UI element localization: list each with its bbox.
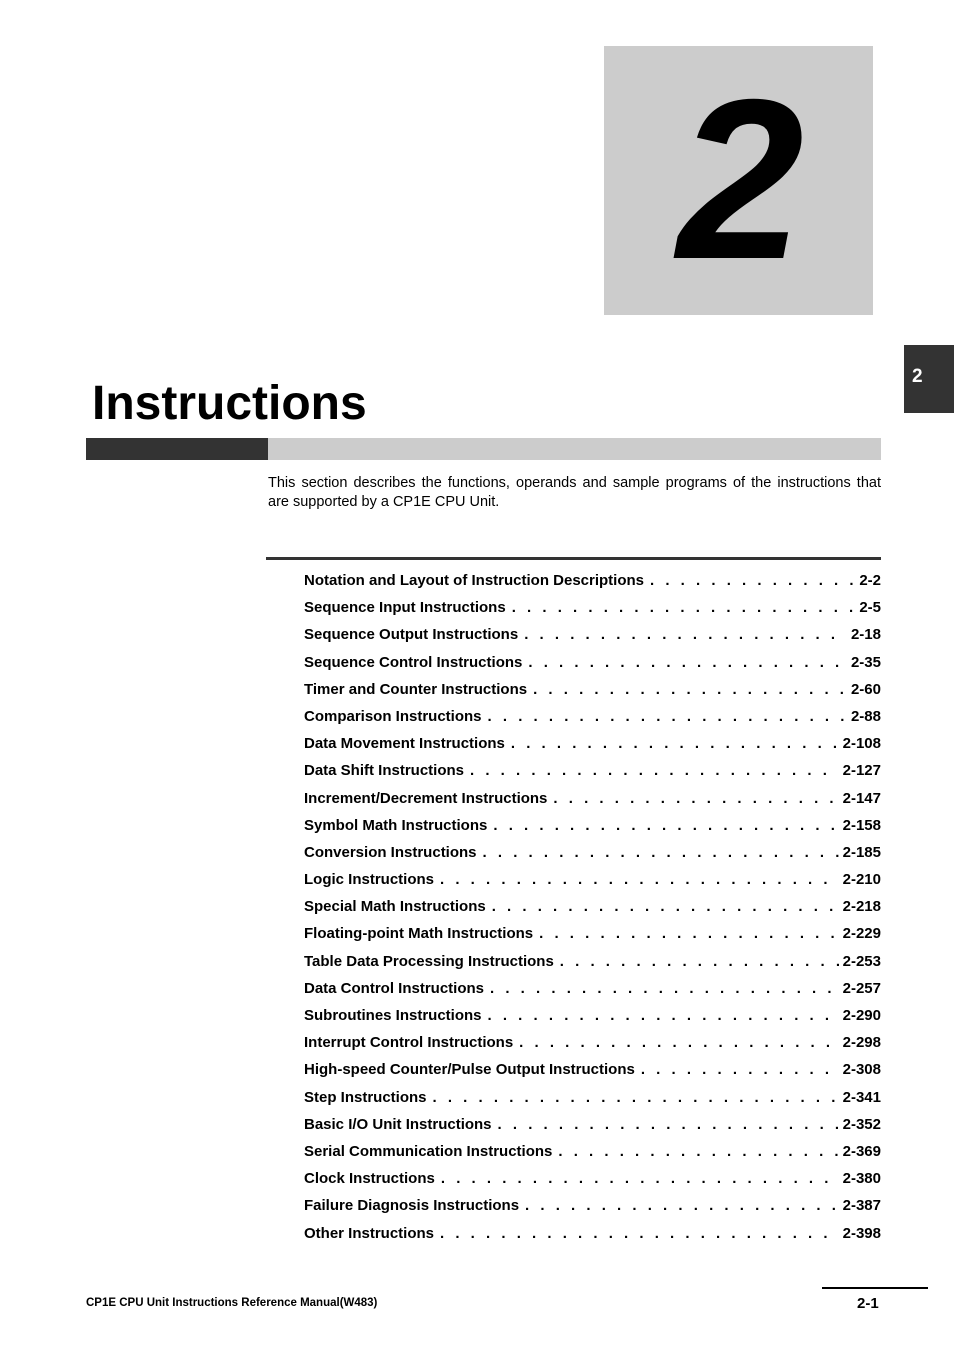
toc-dot-leader — [519, 1034, 838, 1051]
toc-item-page: 2-2 — [859, 572, 881, 589]
toc-item-label: Data Movement Instructions — [304, 735, 505, 753]
toc-item-label: Symbol Math Instructions — [304, 816, 488, 834]
toc-item[interactable] — [304, 844, 881, 871]
toc-item-label: Failure Diagnosis Instructions — [304, 1197, 520, 1215]
toc-item[interactable] — [304, 1089, 881, 1116]
toc-item-page: 2-308 — [842, 1061, 881, 1079]
toc-item[interactable] — [304, 953, 881, 980]
toc-item-page: 2-369 — [842, 1142, 881, 1160]
toc-item[interactable] — [304, 790, 881, 817]
toc-dot-leader — [470, 762, 839, 779]
toc-dot-leader — [490, 980, 839, 997]
toc-item-label: Special Math Instructions — [304, 898, 486, 916]
toc-item-page: 2-253 — [842, 952, 881, 970]
toc-item-page: 2-290 — [842, 1007, 881, 1024]
toc-dot-leader — [539, 925, 838, 942]
toc-item-page: 2-298 — [842, 1034, 881, 1052]
toc-dot-leader — [440, 1225, 839, 1242]
toc-item[interactable] — [304, 1197, 881, 1224]
toc-item[interactable] — [304, 898, 881, 925]
toc-item-page: 2-387 — [842, 1197, 881, 1215]
toc-dot-leader — [512, 599, 856, 616]
toc-item-page: 2-88 — [850, 707, 881, 725]
toc-item[interactable] — [304, 1170, 881, 1197]
toc-item-label: Timer and Counter Instructions — [304, 680, 528, 698]
toc-dot-leader — [558, 1143, 838, 1160]
toc-item-page: 2-108 — [842, 735, 881, 753]
toc-item[interactable] — [304, 1007, 881, 1034]
toc-dot-leader — [524, 626, 847, 643]
toc-item-label: Table Data Processing Instructions — [304, 952, 554, 970]
toc-dot-leader — [433, 1089, 839, 1106]
toc-item-label: Data Control Instructions — [304, 979, 485, 997]
toc-item[interactable] — [304, 1116, 881, 1143]
toc-item-label: Sequence Output Instructions — [304, 626, 519, 644]
toc-item-label: Data Shift Instructions — [304, 762, 465, 780]
toc-item-label: Sequence Input Instructions — [304, 599, 506, 617]
toc-item-page: 2-18 — [850, 626, 881, 644]
toc-item-label: Conversion Instructions — [304, 843, 477, 861]
toc-dot-leader — [641, 1061, 839, 1078]
toc-dot-leader — [498, 1116, 839, 1133]
footer-page-number: 2-1 — [857, 1295, 879, 1312]
toc-dot-leader — [441, 1170, 839, 1187]
title-bar-dark — [86, 438, 268, 460]
toc-item-label: Logic Instructions — [304, 871, 435, 889]
toc-item[interactable] — [304, 925, 881, 952]
chapter-number-box — [604, 46, 873, 315]
toc-item-label: Other Instructions — [304, 1224, 435, 1242]
toc-item[interactable] — [304, 654, 881, 681]
toc-dot-leader — [488, 1007, 839, 1024]
toc-dot-leader — [533, 681, 847, 698]
toc-item-label: Floating-point Math Instructions — [304, 925, 534, 943]
toc-item[interactable] — [304, 817, 881, 844]
footer-manual-title: CP1E CPU Unit Instructions Reference Manual(W483) — [86, 1297, 378, 1309]
toc-item-label: Notation and Layout of Instruction Descriptions — [304, 572, 645, 589]
toc-item-label: Basic I/O Unit Instructions — [304, 1115, 492, 1133]
section-intro: This section describes the functions, operands and sample programs of the instructions that are supported by a CP1E CPU Unit. — [268, 475, 881, 510]
toc-dot-leader — [553, 790, 838, 807]
toc-item-page: 2-352 — [842, 1115, 881, 1133]
footer-rule — [822, 1287, 928, 1289]
toc-item-page: 2-5 — [859, 599, 881, 617]
toc-item[interactable] — [304, 708, 881, 735]
table-of-contents — [304, 572, 881, 1252]
toc-item-page: 2-35 — [850, 653, 881, 671]
toc-item[interactable] — [304, 1143, 881, 1170]
toc-item-label: High-speed Counter/Pulse Output Instructions — [304, 1061, 635, 1079]
toc-item-label: Increment/Decrement Instructions — [304, 789, 548, 807]
page-title: Instructions — [92, 377, 367, 430]
chapter-number: 2 — [677, 53, 800, 307]
chapter-side-tab[interactable]: 2 — [904, 345, 954, 413]
toc-dot-leader — [560, 953, 839, 970]
toc-item-label: Step Instructions — [304, 1088, 427, 1106]
toc-item[interactable] — [304, 871, 881, 898]
toc-item-page: 2-60 — [850, 680, 881, 698]
toc-item[interactable] — [304, 1225, 881, 1252]
toc-item-page: 2-380 — [842, 1170, 881, 1188]
toc-item-page: 2-229 — [842, 925, 881, 943]
toc-dot-leader — [492, 898, 839, 915]
toc-dot-leader — [528, 654, 847, 671]
toc-item-page: 2-147 — [842, 789, 881, 807]
toc-item-label: Clock Instructions — [304, 1170, 435, 1188]
toc-dot-leader — [493, 817, 838, 834]
toc-item[interactable] — [304, 626, 881, 653]
toc-item-label: Serial Communication Instructions — [304, 1142, 553, 1160]
toc-item-page: 2-398 — [842, 1224, 881, 1242]
toc-item-page: 2-218 — [842, 898, 881, 916]
toc-item-label: Subroutines Instructions — [304, 1007, 482, 1024]
toc-item-page: 2-257 — [842, 979, 881, 997]
toc-item[interactable] — [304, 572, 881, 599]
toc-item-page: 2-341 — [842, 1088, 881, 1106]
toc-item[interactable] — [304, 1034, 881, 1061]
toc-divider — [266, 557, 881, 560]
toc-item-label: Sequence Control Instructions — [304, 653, 523, 671]
toc-item[interactable] — [304, 599, 881, 626]
toc-dot-leader — [525, 1197, 839, 1214]
toc-dot-leader — [440, 871, 839, 888]
toc-dot-leader — [511, 735, 839, 752]
toc-item-page: 2-210 — [842, 871, 881, 889]
toc-dot-leader — [488, 708, 847, 725]
toc-item-label: Interrupt Control Instructions — [304, 1034, 514, 1052]
toc-item-page: 2-185 — [842, 843, 881, 861]
toc-item[interactable] — [304, 735, 881, 762]
toc-item-label: Comparison Instructions — [304, 707, 482, 725]
toc-item-page: 2-127 — [842, 762, 881, 780]
toc-dot-leader — [650, 572, 855, 589]
toc-dot-leader — [483, 844, 839, 861]
toc-item[interactable] — [304, 980, 881, 1007]
toc-item-page: 2-158 — [842, 816, 881, 834]
toc-item[interactable] — [304, 681, 881, 708]
toc-item[interactable] — [304, 1061, 881, 1088]
toc-item[interactable] — [304, 762, 881, 789]
title-bar-light — [268, 438, 881, 460]
